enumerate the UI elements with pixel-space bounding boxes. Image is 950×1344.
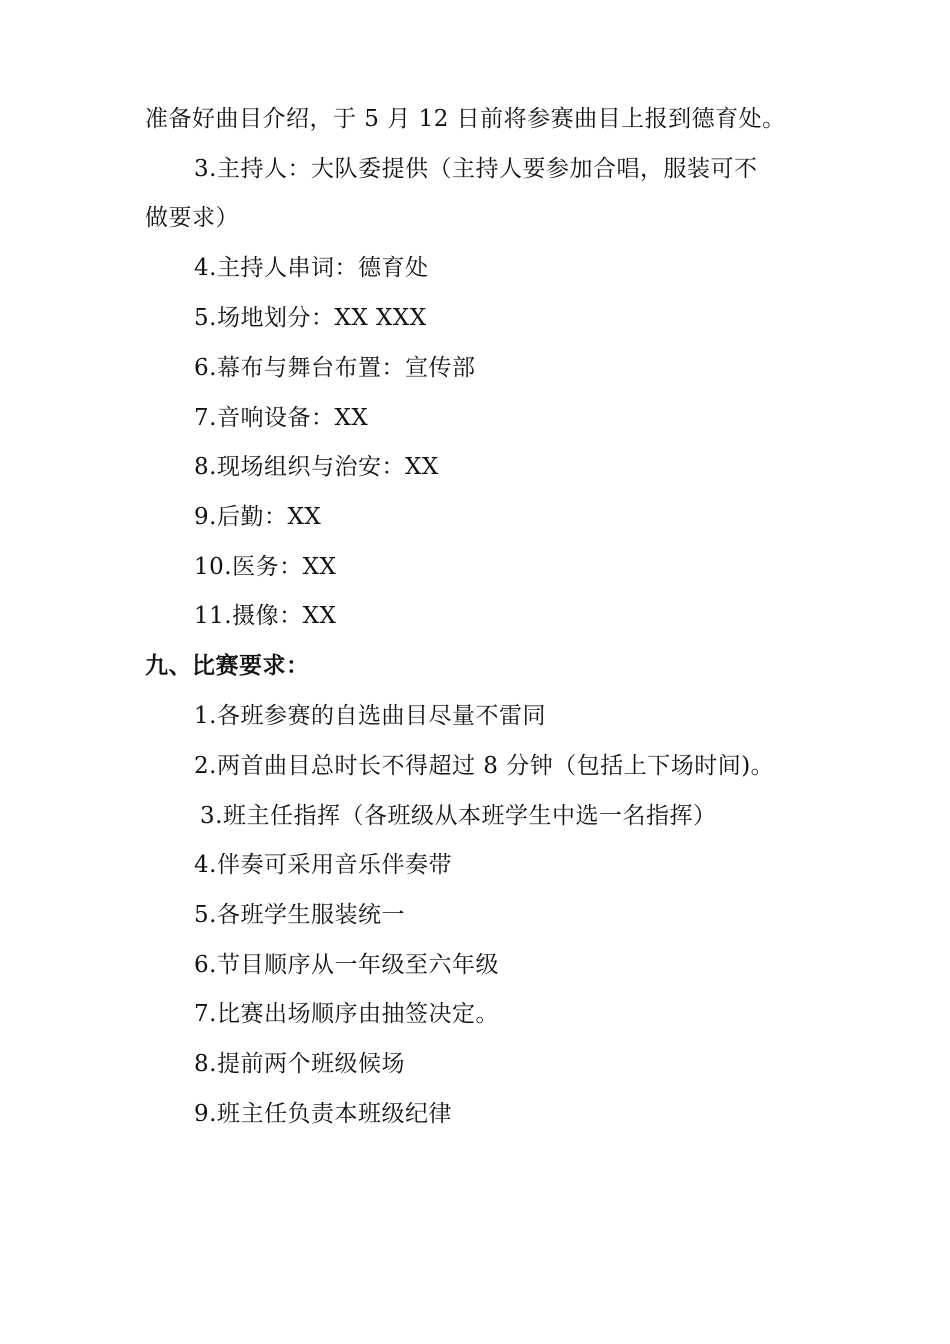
requirement-item: 1.各班参赛的自选曲目尽量不雷同 <box>194 703 546 729</box>
host-script-item: 4.主持人串词：德育处 <box>194 255 429 281</box>
requirement-item: 6.节目顺序从一年级至六年级 <box>194 952 499 978</box>
host-item: 3.主持人：大队委提供（主持人要参加合唱，服装可不 <box>194 156 758 182</box>
camera-item: 11.摄像：XX <box>194 603 337 629</box>
venue-division-item: 5.场地划分：XX XXX <box>194 305 427 331</box>
stage-setup-item: 6.幕布与舞台布置：宣传部 <box>194 355 476 381</box>
audio-equipment-item: 7.音响设备：XX <box>194 405 369 431</box>
requirement-item: 4.伴奏可采用音乐伴奏带 <box>194 852 452 878</box>
site-security-item: 8.现场组织与治安：XX <box>194 454 439 480</box>
intro-continuation-line: 准备好曲目介绍，于 5 月 12 日前将参赛曲目上报到德育处。 <box>145 106 786 132</box>
requirement-item: 7.比赛出场顺序由抽签决定。 <box>194 1001 499 1027</box>
requirement-item: 9.班主任负责本班级纪律 <box>194 1101 452 1127</box>
medical-item: 10.医务：XX <box>194 554 337 580</box>
host-item-continuation: 做要求） <box>145 205 239 231</box>
logistics-item: 9.后勤：XX <box>194 504 322 530</box>
requirement-item: 3.班主任指挥（各班级从本班学生中选一名指挥） <box>200 803 717 829</box>
section-9-heading: 九、比赛要求： <box>145 653 310 679</box>
requirement-item: 5.各班学生服装统一 <box>194 902 405 928</box>
requirement-item: 2.两首曲目总时长不得超过 8 分钟（包括上下场时间)。 <box>194 753 775 779</box>
requirement-item: 8.提前两个班级候场 <box>194 1051 405 1077</box>
